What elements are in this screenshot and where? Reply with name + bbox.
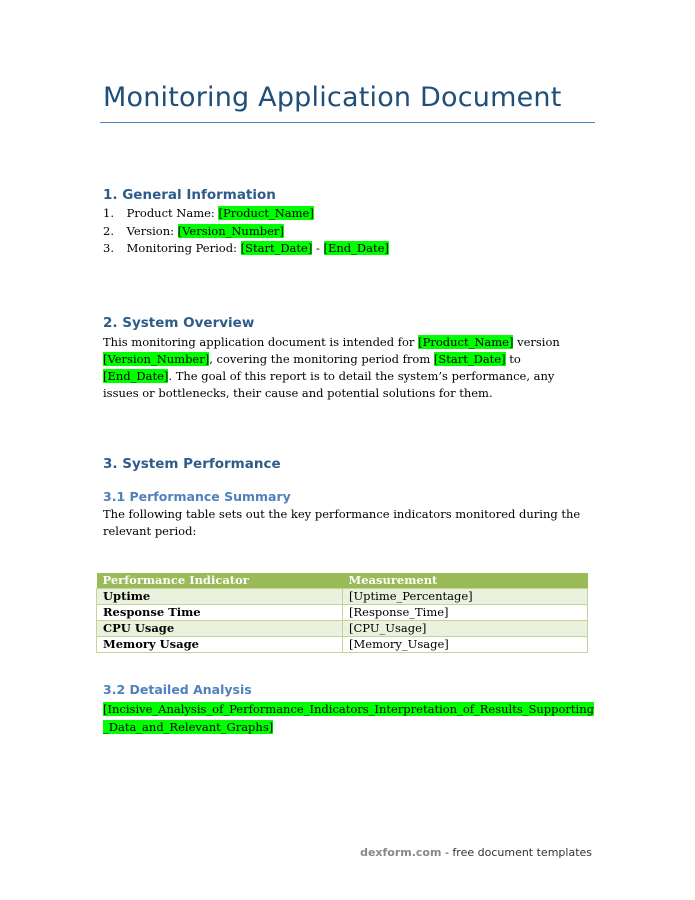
section-general-information-heading: 1. General Information [103,187,276,203]
analysis-placeholder: [Incisive_Analysis_of_Performance_Indicators_Interpretation_of_Results_Supporting_Data_and_Relevant_Graphs] [103,702,594,734]
general-information-list [103,205,389,258]
column-header-measurement: Measurement [343,573,588,589]
list-number: 3. [103,241,114,255]
list-item-version [103,223,389,241]
product-name-placeholder: [Product_Name] [218,206,314,220]
version-number-placeholder: [Version_Number] [103,352,210,366]
footer-text: - free document templates [441,846,592,859]
list-label: Version: [126,223,174,238]
column-header-indicator: Performance Indicator [97,573,343,589]
measurement-cell: [CPU_Usage] [343,621,588,637]
list-item-product-name [103,205,389,223]
indicator-cell: CPU Usage [97,621,343,637]
measurement-cell: [Uptime_Percentage] [343,589,588,605]
table-row [97,589,588,605]
table-row [97,621,588,637]
section-system-performance-heading: 3. System Performance [103,456,281,472]
performance-summary-heading: 3.1 Performance Summary [103,489,291,504]
detailed-analysis-heading: 3.2 Detailed Analysis [103,682,252,697]
start-date-placeholder: [Start_Date] [240,241,313,255]
indicator-cell: Response Time [97,605,343,621]
product-name-placeholder: [Product_Name] [418,335,514,349]
performance-table [96,573,588,653]
date-separator: - [315,241,320,255]
table-row [97,605,588,621]
list-number: 1. [103,206,114,220]
detailed-analysis-paragraph [103,700,595,736]
indicator-cell: Uptime [97,589,343,605]
overview-text: . The goal of this report is to detail the system’s performance, any issues or bottlenecks, their cause and potential solutions for them. [103,369,555,400]
table-row [97,637,588,653]
end-date-placeholder: [End_Date] [103,369,169,383]
measurement-cell: [Memory_Usage] [343,637,588,653]
table-header-row [97,573,588,589]
measurement-cell: [Response_Time] [343,605,588,621]
footer-brand-link[interactable]: dexform.com [360,846,442,859]
section-system-overview-heading: 2. System Overview [103,315,255,331]
performance-summary-intro: The following table sets out the key performance indicators monitored during the relevant period: [103,507,581,538]
start-date-placeholder: [Start_Date] [433,352,506,366]
list-label: Product Name: [126,206,215,220]
indicator-cell: Memory Usage [97,637,343,653]
list-number: 2. [103,223,114,238]
system-overview-paragraph [103,334,593,402]
version-number-placeholder: [Version_Number] [177,223,284,238]
overview-text: to [509,352,521,366]
overview-text: version [517,335,560,349]
title-divider [100,122,595,123]
end-date-placeholder: [End_Date] [323,241,389,255]
list-item-monitoring-period [103,240,389,258]
overview-text: This monitoring application document is intended for [103,335,415,349]
footer [360,846,592,859]
list-label: Monitoring Period: [126,241,237,255]
overview-text: , covering the monitoring period from [209,352,431,366]
document-title: Monitoring Application Document [103,82,562,113]
